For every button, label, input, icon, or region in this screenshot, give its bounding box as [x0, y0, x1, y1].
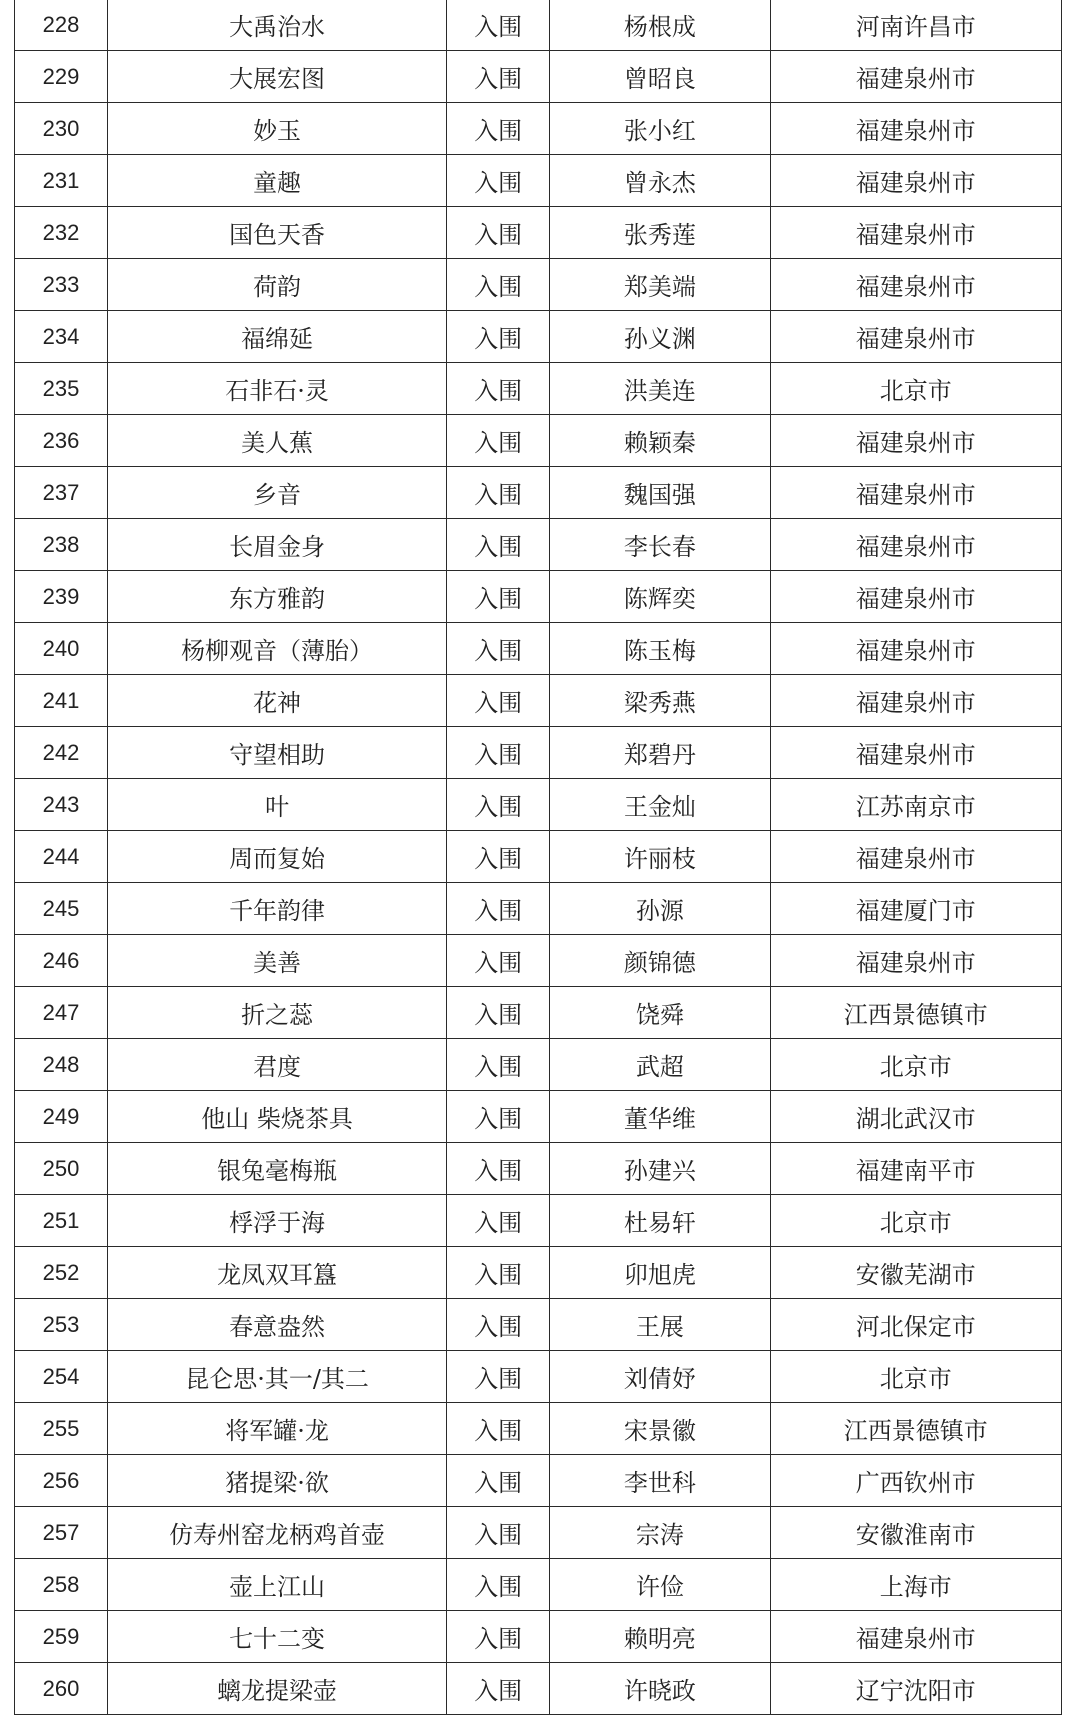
cell-status: 入围: [447, 571, 550, 623]
cell-author: 饶舜: [550, 987, 770, 1039]
cell-work-title: 他山 柴烧茶具: [108, 1091, 447, 1143]
cell-author: 杜易轩: [550, 1195, 770, 1247]
cell-status: 入围: [447, 1403, 550, 1455]
table-row: [15, 415, 1062, 467]
cell-work-title: 银兔毫梅瓶: [108, 1143, 447, 1195]
cell-region: 湖北武汉市: [770, 1091, 1061, 1143]
cell-work-title: 猪提梁·欲: [108, 1455, 447, 1507]
table-row: [15, 1299, 1062, 1351]
cell-region: 福建泉州市: [770, 675, 1061, 727]
cell-author: 洪美连: [550, 363, 770, 415]
cell-status: 入围: [447, 1507, 550, 1559]
cell-author: 刘倩妤: [550, 1351, 770, 1403]
cell-region: 北京市: [770, 363, 1061, 415]
cell-author: 李世科: [550, 1455, 770, 1507]
cell-number: 259: [15, 1611, 108, 1663]
table-row: [15, 259, 1062, 311]
cell-status: 入围: [447, 935, 550, 987]
cell-region: 江西景德镇市: [770, 987, 1061, 1039]
cell-status: 入围: [447, 883, 550, 935]
cell-status: 入围: [447, 1143, 550, 1195]
table-row: [15, 1403, 1062, 1455]
cell-work-title: 叶: [108, 779, 447, 831]
cell-work-title: 杨柳观音（薄胎）: [108, 623, 447, 675]
cell-number: 250: [15, 1143, 108, 1195]
table-row: [15, 311, 1062, 363]
cell-number: 237: [15, 467, 108, 519]
cell-region: 河南许昌市: [770, 0, 1061, 51]
table-row: [15, 571, 1062, 623]
cell-region: 福建泉州市: [770, 935, 1061, 987]
cell-region: 福建厦门市: [770, 883, 1061, 935]
cell-region: 福建泉州市: [770, 259, 1061, 311]
cell-work-title: 桴浮于海: [108, 1195, 447, 1247]
cell-work-title: 石非石·灵: [108, 363, 447, 415]
table-row: [15, 623, 1062, 675]
cell-author: 赖明亮: [550, 1611, 770, 1663]
cell-author: 杨根成: [550, 0, 770, 51]
cell-work-title: 童趣: [108, 155, 447, 207]
cell-author: 王金灿: [550, 779, 770, 831]
cell-number: 234: [15, 311, 108, 363]
cell-work-title: 东方雅韵: [108, 571, 447, 623]
table-row: [15, 1091, 1062, 1143]
cell-work-title: 福绵延: [108, 311, 447, 363]
cell-number: 245: [15, 883, 108, 935]
cell-region: 辽宁沈阳市: [770, 1663, 1061, 1715]
cell-region: 安徽淮南市: [770, 1507, 1061, 1559]
cell-status: 入围: [447, 1091, 550, 1143]
cell-number: 229: [15, 51, 108, 103]
cell-status: 入围: [447, 155, 550, 207]
cell-author: 王展: [550, 1299, 770, 1351]
cell-status: 入围: [447, 1559, 550, 1611]
cell-status: 入围: [447, 207, 550, 259]
cell-region: 福建泉州市: [770, 207, 1061, 259]
table-row: [15, 519, 1062, 571]
cell-status: 入围: [447, 1455, 550, 1507]
cell-author: 曾永杰: [550, 155, 770, 207]
cell-status: 入围: [447, 1039, 550, 1091]
cell-number: 253: [15, 1299, 108, 1351]
cell-author: 武超: [550, 1039, 770, 1091]
cell-number: 249: [15, 1091, 108, 1143]
cell-work-title: 美善: [108, 935, 447, 987]
cell-number: 254: [15, 1351, 108, 1403]
table-row: [15, 1195, 1062, 1247]
table-row: [15, 935, 1062, 987]
cell-work-title: 昆仑思·其一/其二: [108, 1351, 447, 1403]
table-row: [15, 0, 1062, 51]
cell-region: 福建泉州市: [770, 103, 1061, 155]
cell-work-title: 千年韵律: [108, 883, 447, 935]
cell-author: 梁秀燕: [550, 675, 770, 727]
cell-status: 入围: [447, 727, 550, 779]
cell-work-title: 将军罐·龙: [108, 1403, 447, 1455]
cell-status: 入围: [447, 623, 550, 675]
cell-author: 宋景徽: [550, 1403, 770, 1455]
cell-status: 入围: [447, 467, 550, 519]
cell-author: 孙建兴: [550, 1143, 770, 1195]
cell-author: 宗涛: [550, 1507, 770, 1559]
cell-work-title: 螭龙提梁壶: [108, 1663, 447, 1715]
cell-region: 福建泉州市: [770, 467, 1061, 519]
cell-number: 243: [15, 779, 108, 831]
cell-region: 福建泉州市: [770, 623, 1061, 675]
cell-work-title: 美人蕉: [108, 415, 447, 467]
cell-status: 入围: [447, 103, 550, 155]
cell-number: 240: [15, 623, 108, 675]
cell-region: 福建泉州市: [770, 415, 1061, 467]
table-row: [15, 1559, 1062, 1611]
cell-number: 228: [15, 0, 108, 51]
cell-status: 入围: [447, 987, 550, 1039]
cell-status: 入围: [447, 675, 550, 727]
cell-number: 230: [15, 103, 108, 155]
cell-author: 许丽枝: [550, 831, 770, 883]
table-row: [15, 1039, 1062, 1091]
cell-number: 232: [15, 207, 108, 259]
cell-status: 入围: [447, 1247, 550, 1299]
cell-work-title: 荷韵: [108, 259, 447, 311]
cell-region: 福建泉州市: [770, 51, 1061, 103]
table-row: [15, 207, 1062, 259]
cell-status: 入围: [447, 1299, 550, 1351]
cell-number: 246: [15, 935, 108, 987]
cell-author: 许晓政: [550, 1663, 770, 1715]
cell-number: 233: [15, 259, 108, 311]
cell-status: 入围: [447, 51, 550, 103]
cell-work-title: 壶上江山: [108, 1559, 447, 1611]
cell-status: 入围: [447, 363, 550, 415]
cell-work-title: 花神: [108, 675, 447, 727]
cell-work-title: 守望相助: [108, 727, 447, 779]
cell-work-title: 龙凤双耳簋: [108, 1247, 447, 1299]
cell-author: 张小红: [550, 103, 770, 155]
cell-region: 福建泉州市: [770, 1611, 1061, 1663]
table-row: [15, 675, 1062, 727]
cell-author: 卯旭虎: [550, 1247, 770, 1299]
cell-number: 255: [15, 1403, 108, 1455]
cell-author: 郑碧丹: [550, 727, 770, 779]
table-row: [15, 1507, 1062, 1559]
cell-number: 252: [15, 1247, 108, 1299]
table-row: [15, 1455, 1062, 1507]
cell-author: 孙义渊: [550, 311, 770, 363]
cell-status: 入围: [447, 1351, 550, 1403]
table-row: [15, 1143, 1062, 1195]
cell-work-title: 折之蕊: [108, 987, 447, 1039]
table-row: [15, 883, 1062, 935]
cell-region: 福建泉州市: [770, 727, 1061, 779]
cell-number: 231: [15, 155, 108, 207]
cell-author: 赖颖秦: [550, 415, 770, 467]
cell-work-title: 仿寿州窑龙柄鸡首壶: [108, 1507, 447, 1559]
cell-region: 安徽芜湖市: [770, 1247, 1061, 1299]
cell-number: 247: [15, 987, 108, 1039]
cell-status: 入围: [447, 519, 550, 571]
cell-number: 235: [15, 363, 108, 415]
cell-status: 入围: [447, 1663, 550, 1715]
table-row: [15, 103, 1062, 155]
cell-region: 北京市: [770, 1039, 1061, 1091]
table-row: [15, 1611, 1062, 1663]
cell-region: 江苏南京市: [770, 779, 1061, 831]
cell-region: 上海市: [770, 1559, 1061, 1611]
cell-number: 260: [15, 1663, 108, 1715]
cell-number: 258: [15, 1559, 108, 1611]
cell-region: 北京市: [770, 1351, 1061, 1403]
table-row: [15, 1351, 1062, 1403]
cell-number: 236: [15, 415, 108, 467]
cell-author: 张秀莲: [550, 207, 770, 259]
cell-number: 238: [15, 519, 108, 571]
cell-region: 广西钦州市: [770, 1455, 1061, 1507]
cell-number: 242: [15, 727, 108, 779]
table-row: [15, 363, 1062, 415]
table-row: [15, 831, 1062, 883]
cell-region: 福建泉州市: [770, 571, 1061, 623]
cell-number: 239: [15, 571, 108, 623]
cell-author: 陈玉梅: [550, 623, 770, 675]
cell-status: 入围: [447, 415, 550, 467]
table-row: [15, 779, 1062, 831]
cell-status: 入围: [447, 1195, 550, 1247]
table-row: [15, 155, 1062, 207]
cell-author: 董华维: [550, 1091, 770, 1143]
table-row: [15, 987, 1062, 1039]
table-row: [15, 1663, 1062, 1715]
cell-number: 257: [15, 1507, 108, 1559]
cell-status: 入围: [447, 831, 550, 883]
cell-author: 曾昭良: [550, 51, 770, 103]
cell-work-title: 君度: [108, 1039, 447, 1091]
cell-region: 河北保定市: [770, 1299, 1061, 1351]
cell-region: 福建泉州市: [770, 155, 1061, 207]
cell-region: 北京市: [770, 1195, 1061, 1247]
cell-author: 李长春: [550, 519, 770, 571]
cell-author: 郑美端: [550, 259, 770, 311]
cell-region: 福建泉州市: [770, 311, 1061, 363]
table-row: [15, 51, 1062, 103]
cell-region: 江西景德镇市: [770, 1403, 1061, 1455]
table-row: [15, 727, 1062, 779]
cell-work-title: 大展宏图: [108, 51, 447, 103]
cell-region: 福建泉州市: [770, 519, 1061, 571]
cell-author: 陈辉奕: [550, 571, 770, 623]
cell-author: 许俭: [550, 1559, 770, 1611]
cell-author: 孙源: [550, 883, 770, 935]
cell-number: 241: [15, 675, 108, 727]
results-table: [14, 0, 1062, 1715]
cell-work-title: 国色天香: [108, 207, 447, 259]
cell-author: 魏国强: [550, 467, 770, 519]
cell-status: 入围: [447, 0, 550, 51]
cell-work-title: 乡音: [108, 467, 447, 519]
cell-work-title: 春意盎然: [108, 1299, 447, 1351]
cell-number: 251: [15, 1195, 108, 1247]
cell-status: 入围: [447, 311, 550, 363]
table-row: [15, 1247, 1062, 1299]
table-row: [15, 467, 1062, 519]
cell-status: 入围: [447, 259, 550, 311]
cell-region: 福建南平市: [770, 1143, 1061, 1195]
cell-work-title: 七十二变: [108, 1611, 447, 1663]
cell-author: 颜锦德: [550, 935, 770, 987]
cell-work-title: 周而复始: [108, 831, 447, 883]
cell-status: 入围: [447, 779, 550, 831]
cell-work-title: 大禹治水: [108, 0, 447, 51]
cell-region: 福建泉州市: [770, 831, 1061, 883]
cell-work-title: 妙玉: [108, 103, 447, 155]
cell-status: 入围: [447, 1611, 550, 1663]
cell-number: 256: [15, 1455, 108, 1507]
cell-number: 244: [15, 831, 108, 883]
cell-work-title: 长眉金身: [108, 519, 447, 571]
cell-number: 248: [15, 1039, 108, 1091]
results-table-body: [15, 0, 1062, 1715]
